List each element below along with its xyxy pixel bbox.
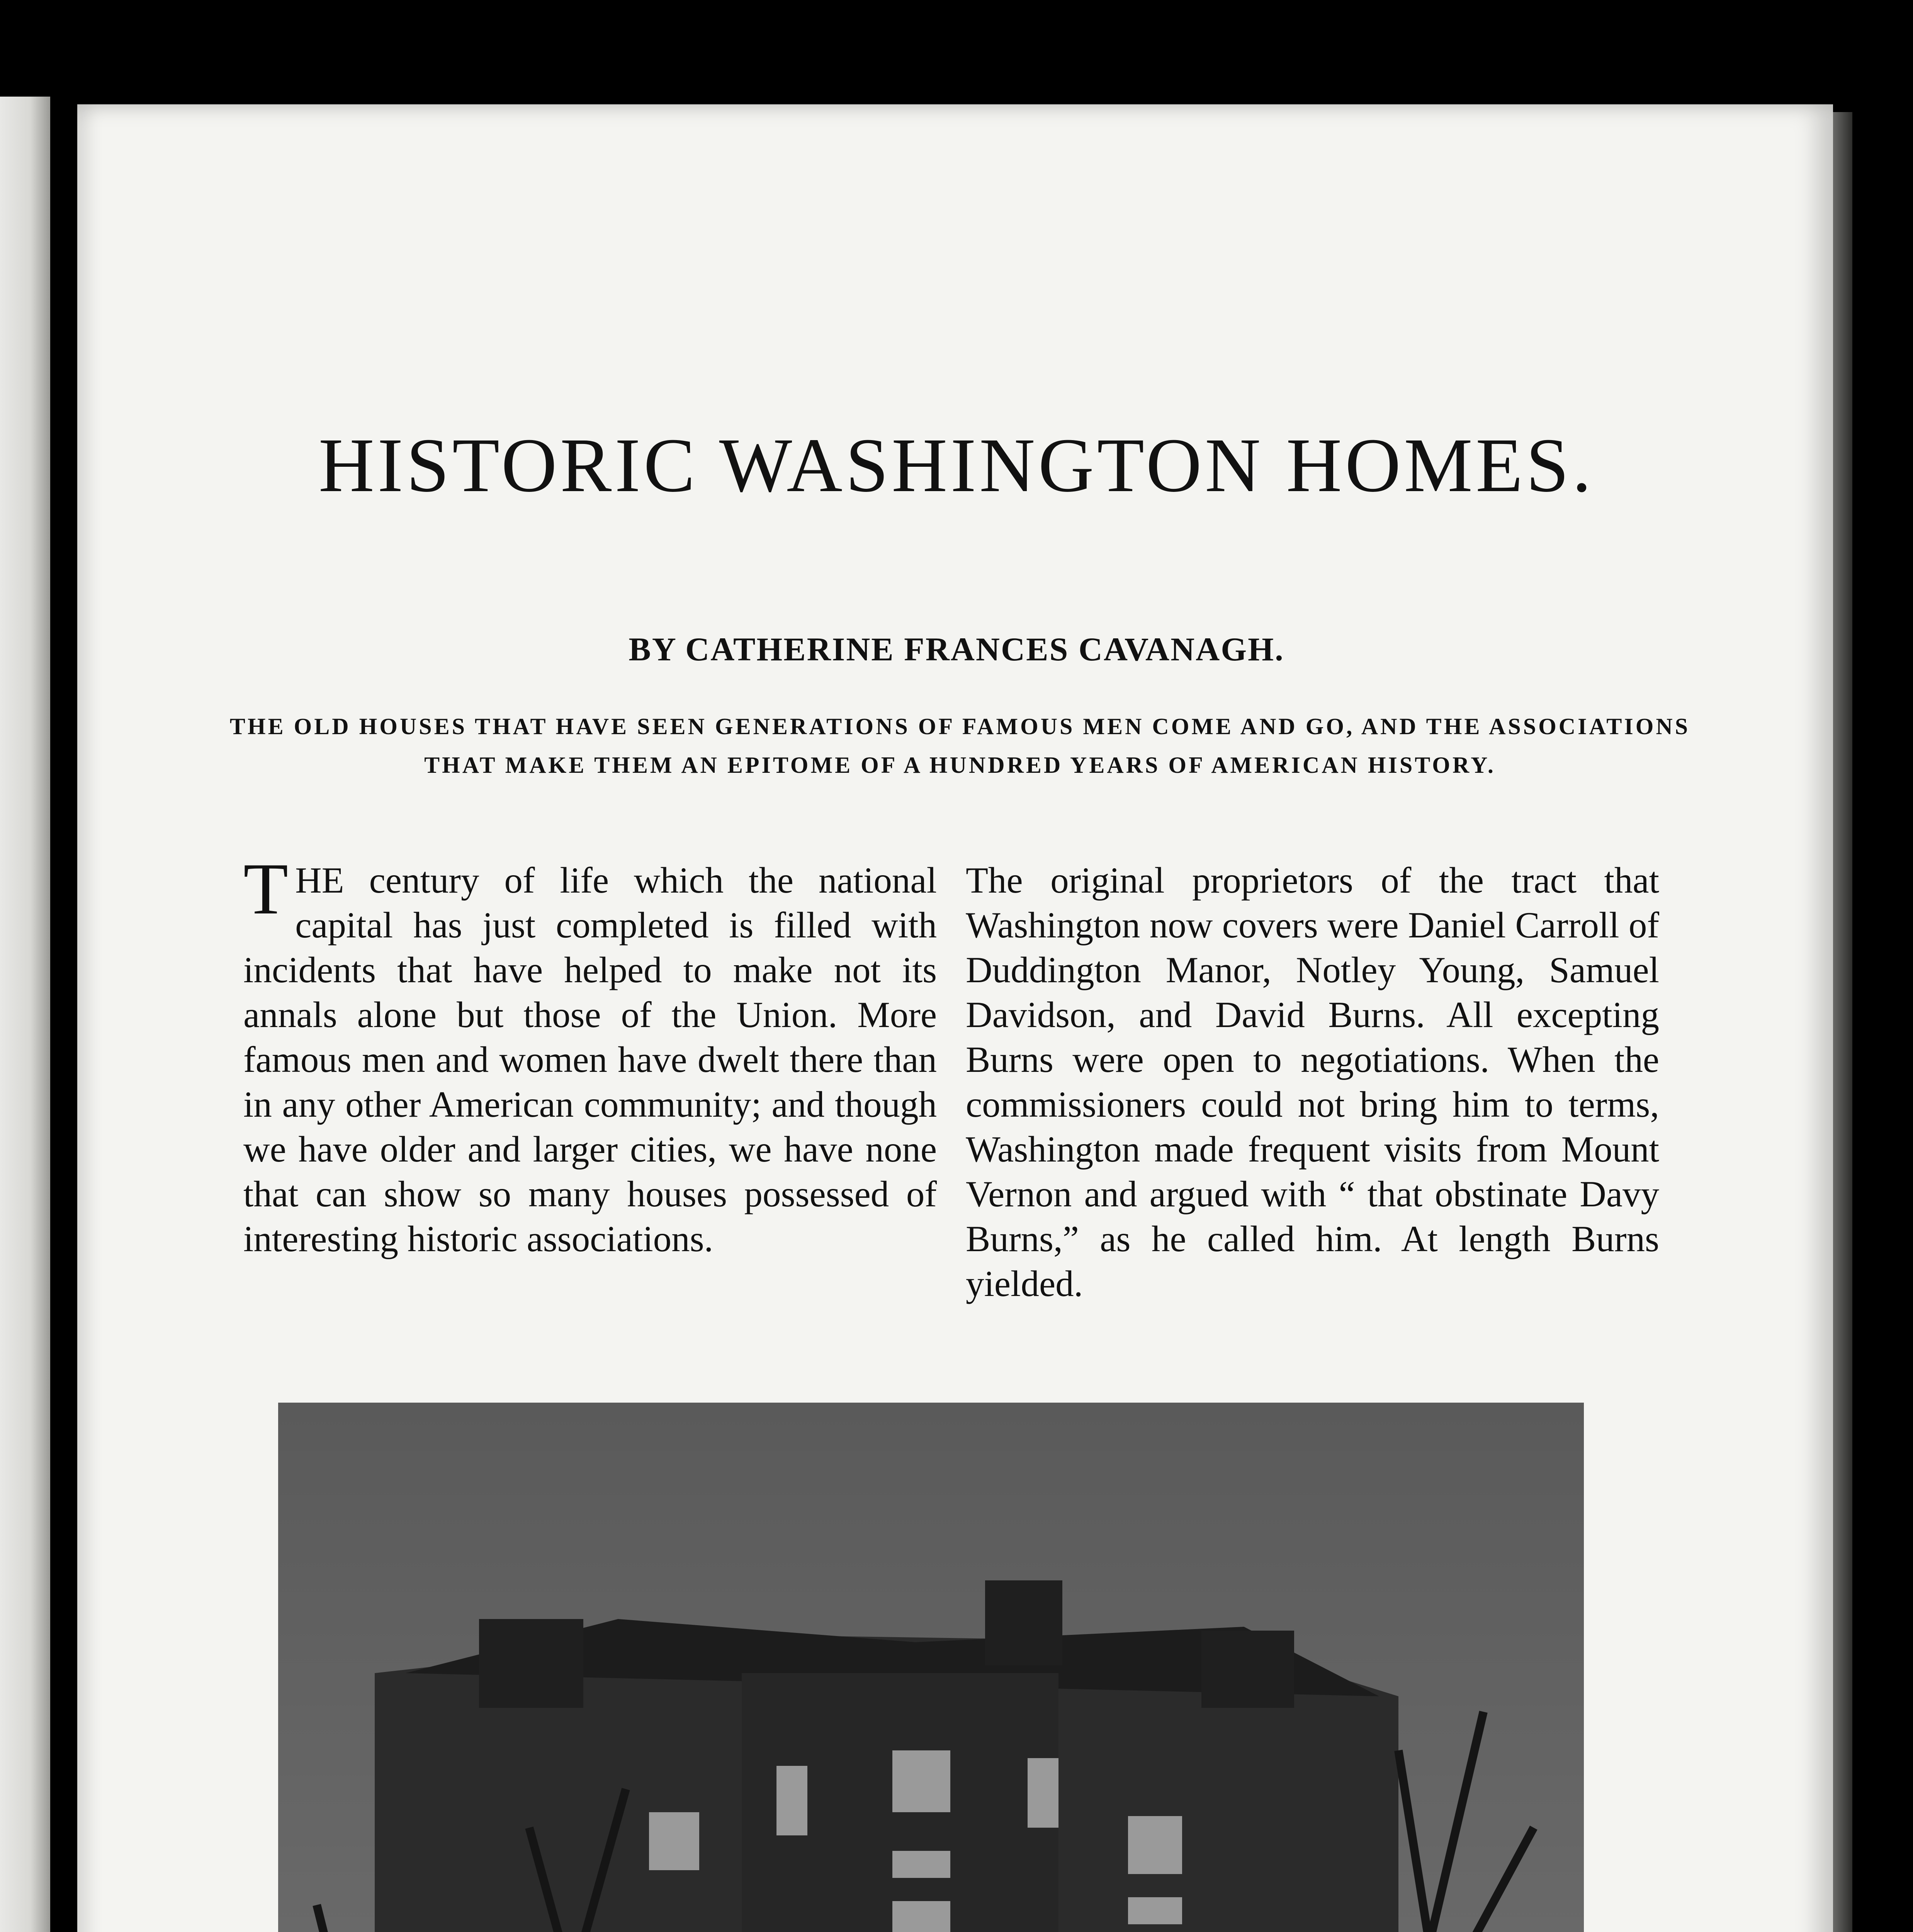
article-title: HISTORIC WASHINGTON HOMES. — [318, 423, 1595, 508]
body-text-left: HE century of life which the national capital has just completed is filled with incidents that have helped to make not its annals alone but those of the Union. More famous men and women have dwelt there than in any other American community; and though we have older and larger cities, we have none that can show so many houses possessed of interesting historic associations. — [243, 860, 937, 1259]
article-subhead: THE OLD HOUSES THAT HAVE SEEN GENERATIONS OF FAMOUS MEN COME AND GO, AND THE ASSOCIATIONS THAT MAKE THEM AN EPITOME OF A HUNDRED YEARS OF AMERICAN HISTORY. — [229, 714, 1690, 778]
right-page-edge — [1833, 112, 1852, 1932]
body-column-left — [243, 849, 937, 1261]
left-page-edge — [0, 97, 50, 1932]
body-column-right — [966, 858, 1659, 1306]
article-byline: BY CATHERINE FRANCES CAVANAGH. — [629, 631, 1284, 668]
body-text-right: The original proprietors of the tract that Washington now covers were Daniel Carroll of Duddington Manor, Notley Young, Samuel Davidson, and David Burns. All excepting Burns were open to negotiations. When the commissioners could not bring him to terms, Washington made frequent visits from Mount Vernon and argued with “ that obstinate Davy Burns,” as he called him. At length Burns yielded. — [966, 860, 1659, 1304]
building-illustration — [278, 1403, 1584, 1932]
drop-cap: T — [243, 849, 289, 930]
octagon-house-photo — [278, 1403, 1584, 1932]
